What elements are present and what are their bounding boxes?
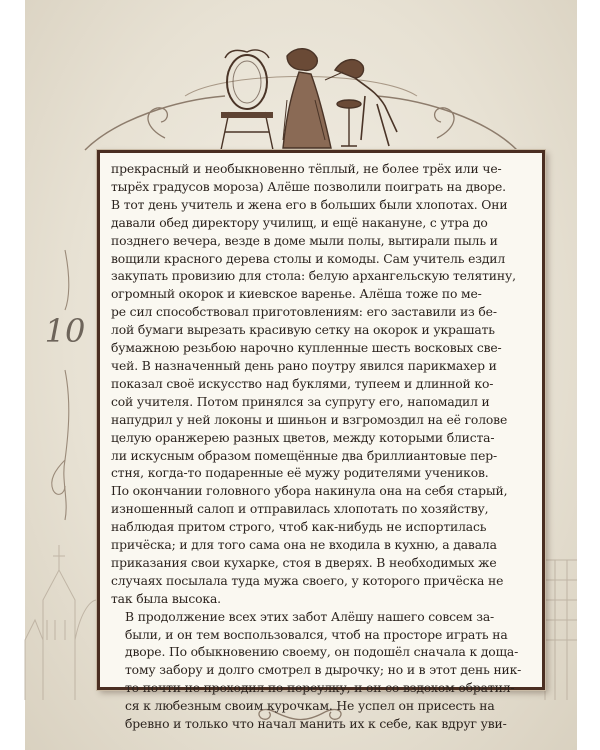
text-line: изношенный салоп и отправилась хлопотать по хозяйству, xyxy=(111,502,489,517)
text-line: позднего вечера, везде в доме мыли полы, вытирали пыль и xyxy=(111,233,498,248)
text-line: В продолжение всех этих забот Алёшу нашего совсем за- xyxy=(125,609,495,624)
text-line: причёска; и для того сама она не входила в кухню, а давала xyxy=(111,538,497,553)
page-number: 10 xyxy=(44,312,86,350)
text-line: сой учителя. Потом принялся за супругу его, напомадил и xyxy=(111,394,490,409)
text-line: то почти не проходил по переулку, и он со вздохом обратил- xyxy=(125,681,515,696)
text-line: ре сил способствовал приготовлениям: его заставили из бе- xyxy=(111,305,497,320)
text-line: лой бумаги вырезать красивую сетку на окорок и украшать xyxy=(111,323,495,338)
text-line: вощили красного дерева столы и комоды. Сам учитель ездил xyxy=(111,251,506,266)
text-line: наблюдая притом строго, чтоб как-нибудь не испортилась xyxy=(111,520,487,535)
book-page xyxy=(25,0,577,750)
text-line: закупать провизию для стола: белую архангельскую телятину, xyxy=(111,269,516,284)
text-line: приказания свои кухарке, стоя в дверях. В необходимых же xyxy=(111,555,497,570)
text-line: огромный окорок и киевское варенье. Алёша тоже по ме- xyxy=(111,287,482,302)
text-line: так была высока. xyxy=(111,591,221,606)
text-line: ся к любезным своим курочкам. Не успел он присесть на xyxy=(125,699,495,714)
church-sketch xyxy=(25,545,97,700)
text-line: бумажною резьбою нарочно купленные шесть восковых све- xyxy=(111,341,502,356)
text-line: ли искусным образом помещённые два бриллиантовые пер- xyxy=(111,448,498,463)
text-line: напудрил у ней локоны и шиньон и взгромоздил на её голове xyxy=(111,412,508,427)
text-line: В тот день учитель и жена его в больших были хлопотах. Они xyxy=(111,197,508,212)
side-flourish xyxy=(52,250,69,520)
text-line: были, и он тем воспользовался, чтоб на просторе играть на xyxy=(125,627,508,642)
text-line: прекрасный и необыкновенно тёплый, не более трёх или че- xyxy=(111,162,502,176)
paragraph-1 xyxy=(111,161,531,609)
text-line: дворе. По обыкновению своему, он подошёл сначала к доща- xyxy=(125,645,519,660)
text-line: тырёх градусов мороза) Алёше позволили поиграть на дворе. xyxy=(111,179,506,194)
text-line: целую оранжерею разных цветов, между которыми блиста- xyxy=(111,430,495,445)
vignette-illustration xyxy=(221,49,397,150)
text-line: показал своё искусство над буклями, тупеем и длинной ко- xyxy=(111,376,494,391)
text-line: давали обед директору училищ, и ещё накануне, с утра до xyxy=(111,215,488,230)
text-line: чей. В назначенный день рано поутру явился парикмахер и xyxy=(111,358,497,373)
text-line: тому забору и долго смотрел в дырочку; но и в этот день ник- xyxy=(125,663,522,678)
text-line: случаях посылала туда мужа своего, у которого причёска не xyxy=(111,573,504,588)
text-line: стня, когда-то подаренные её мужу родителями учеников. xyxy=(111,466,489,481)
text-panel xyxy=(97,150,545,732)
text-line: бревно и только что начал манить их к себе, как вдруг уви- xyxy=(125,717,507,732)
paragraph-2 xyxy=(111,609,531,734)
text-line: По окончании головного убора накинула она на себя старый, xyxy=(111,484,508,499)
buildings-sketch xyxy=(545,560,577,700)
